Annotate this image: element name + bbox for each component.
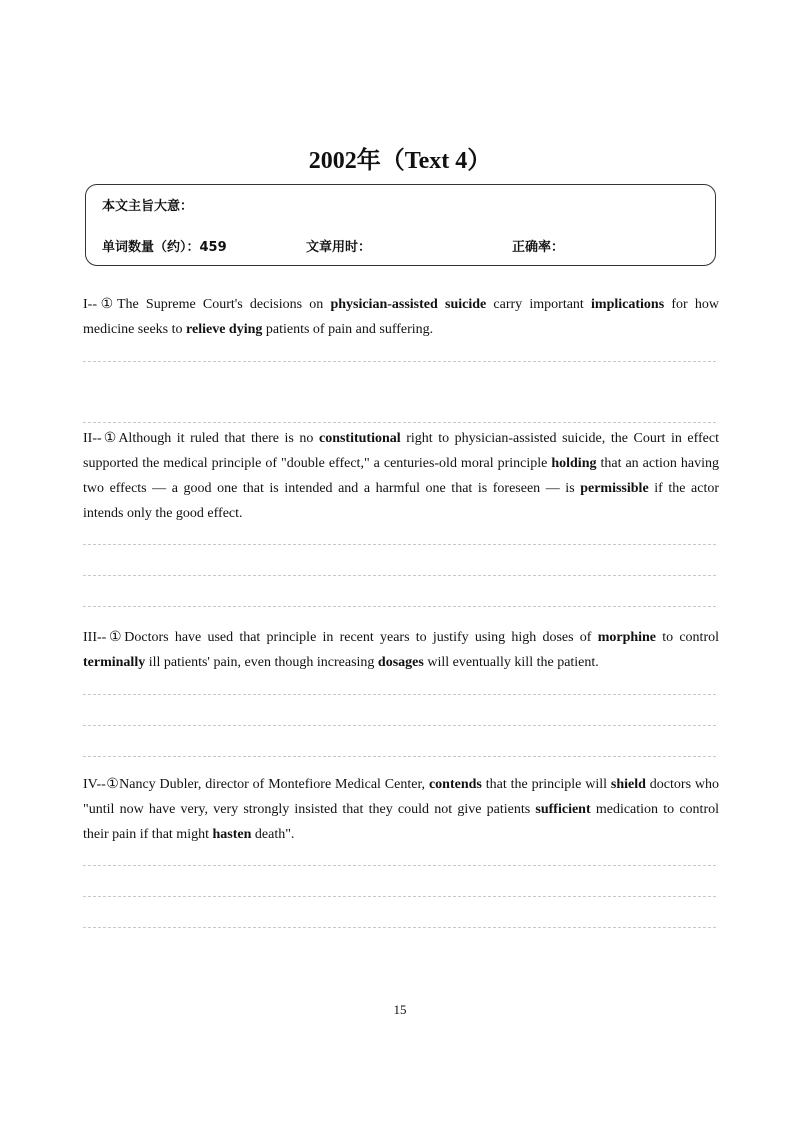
answer-line [83, 927, 716, 928]
vocabulary-term: contends [428, 777, 482, 792]
vocabulary-term: morphine [597, 630, 657, 645]
paragraph-text: death". [251, 827, 295, 842]
vocabulary-term: implications [591, 297, 665, 312]
vocabulary-term: constitutional [318, 431, 401, 446]
paragraph-text: I--①The Supreme Court's decisions on [83, 297, 331, 312]
vocabulary-term: sufficient [535, 802, 591, 817]
answer-line [83, 725, 716, 726]
paragraph-text: medication to control their pain if that might [83, 802, 719, 842]
vocabulary-term: holding [551, 456, 597, 471]
paragraph-text: carry important [486, 297, 592, 312]
paragraph-text: if the actor intends only the good effect. [83, 481, 719, 521]
paragraph-2 [83, 426, 719, 526]
answer-line [83, 422, 716, 423]
vocabulary-term: dosages [377, 655, 424, 670]
vocabulary-term: terminally [83, 655, 146, 670]
paragraph-1 [83, 292, 719, 342]
answer-line [83, 361, 716, 362]
answer-line [83, 896, 716, 897]
paragraph-text: right to physician-assisted suicide, the Court in effect supported the medical principle of "double effect," a centuries-old moral principle [83, 431, 719, 471]
answer-line [83, 606, 716, 607]
accuracy-label: 正确率： [512, 240, 565, 255]
summary-info-box [85, 184, 716, 266]
paragraph-4 [83, 772, 719, 847]
page-title: 2002年（Text 4） [308, 148, 492, 174]
vocabulary-term: hasten [212, 827, 252, 842]
vocabulary-term: physician-assisted suicide [330, 297, 487, 312]
paragraph-text: that an action having two effects — a good one that is intended and a harmful one that is foreseen — is [83, 456, 719, 496]
paragraph-text: will eventually kill the patient. [423, 655, 599, 670]
vocabulary-term: shield [610, 777, 646, 792]
paragraph-text: ill patients' pain, even though increasing [145, 655, 378, 670]
paragraph-text: that the principle will [481, 777, 611, 792]
page-number: 15 [393, 1002, 407, 1017]
paragraph-text: doctors who "until now have very, very strongly insisted that they could not give patients [83, 777, 720, 817]
paragraph-text: II--①Although it ruled that there is no [83, 431, 319, 446]
vocabulary-term: relieve dying [186, 322, 263, 337]
vocabulary-term: permissible [580, 481, 649, 496]
paragraph-text: III--①Doctors have used that principle in recent years to justify using high doses of [83, 630, 598, 645]
word-count-label: 单词数量（约）：459 [102, 240, 227, 255]
answer-line [83, 865, 716, 866]
paragraph-text: for how medicine seeks to [83, 297, 719, 337]
paragraph-text: to control [656, 630, 719, 645]
reading-time-label: 文章用时： [306, 240, 372, 255]
answer-line [83, 694, 716, 695]
main-idea-label: 本文主旨大意： [102, 199, 194, 214]
answer-line [83, 756, 716, 757]
paragraph-text: IV--①Nancy Dubler, director of Montefiore Medical Center, [83, 777, 429, 792]
answer-line [83, 544, 716, 545]
paragraph-3 [83, 625, 719, 675]
answer-line [83, 575, 716, 576]
paragraph-text: patients of pain and suffering. [262, 322, 434, 337]
